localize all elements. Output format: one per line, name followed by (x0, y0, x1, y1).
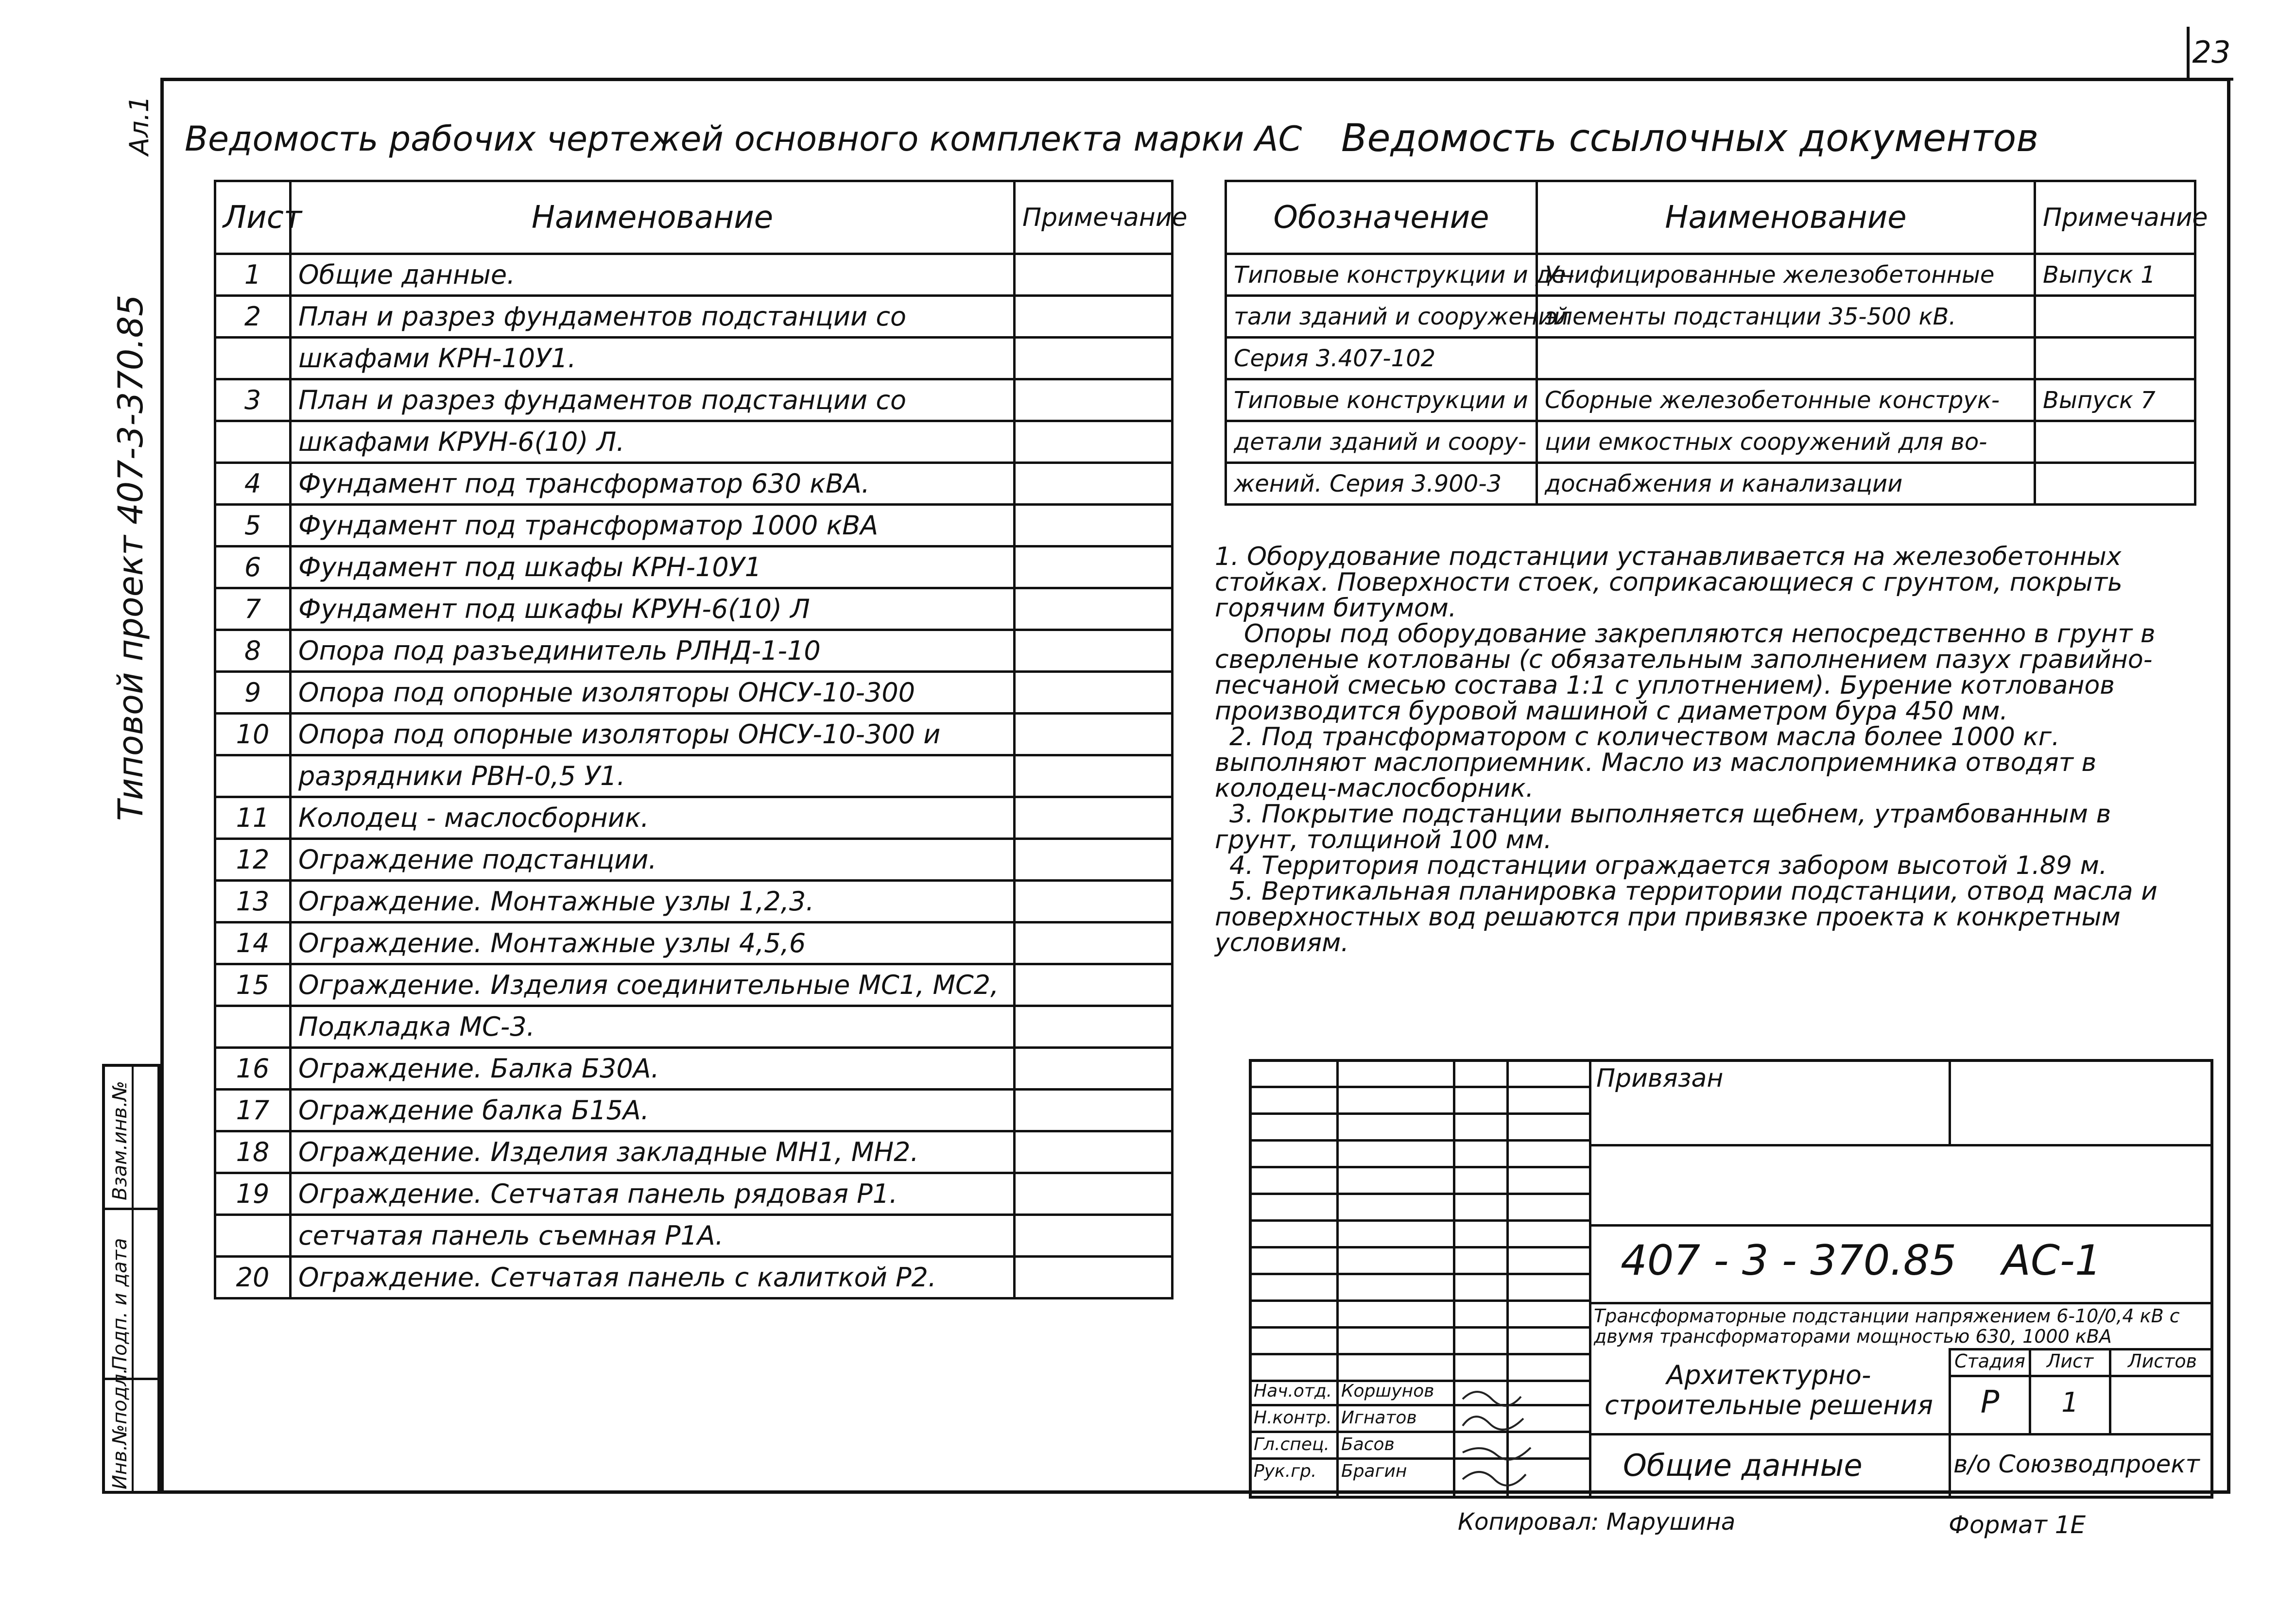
sheets-row (215, 630, 1173, 672)
sheet-number: 14 (215, 923, 291, 964)
sheets-row (215, 1173, 1173, 1215)
sheets-row (215, 421, 1173, 463)
sheet-name: Ограждение. Монтажные узлы 1,2,3. (291, 881, 1015, 923)
sheets-row (215, 672, 1173, 714)
note-2: 2. Под трансформатором с количеством масла более 1000 кг. выполняют маслоприемник. Масло из маслоприемника отводят в колодец-маслосборник. (1215, 722, 2097, 803)
note-4: 4. Территория подстанции ограждается забором высотой 1.89 м. (1229, 851, 2107, 880)
ref-name: Унифицированные железобетонные (1537, 254, 2035, 296)
sheet-note (1015, 1090, 1173, 1131)
copied-by: Копировал: Марушина (1458, 1508, 1736, 1536)
ref-note: Выпуск 1 (2035, 254, 2195, 296)
sheets-row (215, 1006, 1173, 1048)
ref-code: детали зданий и соору- (1226, 421, 1537, 463)
ref-note (2035, 338, 2195, 379)
sheets-table (214, 180, 1188, 1299)
sheets-row (215, 797, 1173, 839)
sheets-row (215, 547, 1173, 588)
sheet-note (1015, 1173, 1173, 1215)
note-1: 1. Оборудование подстанции устанавливается на железобетонных стойках. Поверхности стоек, соприкасающиеся с грунтом, покрыть горячим битумом. (1215, 542, 2123, 623)
stamp-sheet-title: Общие данные (1623, 1448, 1863, 1483)
note-1b: Опоры под оборудование закрепляются непосредственно в грунт в сверленые котлованы (с обязательным заполнением пазух гравийно-песчаной смесью состава 1:1 с уплотнением). Бурение котлованов производится буровой машиной с диаметром бура 450 мм. (1215, 619, 2156, 726)
sheet-note (1015, 1006, 1173, 1048)
sheet-name: Ограждение. Балка Б30А. (291, 1048, 1015, 1090)
sheet-name: сетчатая панель съемная Р1А. (291, 1215, 1015, 1257)
refs-title: Ведомость ссылочных документов (1341, 117, 2039, 160)
ref-code: тали зданий и сооружений (1226, 296, 1537, 338)
sheet-name: Фундамент под трансформатор 1000 кВА (291, 505, 1015, 547)
ref-name: Сборные железобетонные конструк- (1537, 379, 2035, 421)
sheet-name: Опора под разъединитель РЛНД-1-10 (291, 630, 1015, 672)
sheets-row (215, 755, 1173, 797)
sheet-number: 10 (215, 714, 291, 755)
sheets-row (215, 463, 1173, 505)
stamp-sheet: 1 (2061, 1387, 2079, 1418)
stamp-section: Архитектурно-строительные решения (1605, 1360, 1933, 1420)
signer-name-2: Игнатов (1341, 1408, 1417, 1428)
sheet-number: 2 (215, 296, 291, 338)
sheet-note (1015, 672, 1173, 714)
note-3: 3. Покрытие подстанции выполняется щебнем, утрамбованным в грунт, толщиной 100 мм. (1215, 800, 2111, 854)
ref-note (2035, 463, 2195, 505)
ref-col-code: Обозначение (1226, 181, 1537, 254)
sheet-name: Опора под опорные изоляторы ОНСУ-10-300 и (291, 714, 1015, 755)
sheet-number (215, 421, 291, 463)
sheet-note (1015, 839, 1173, 881)
refs-body (1226, 254, 2195, 505)
sheet-number: 16 (215, 1048, 291, 1090)
sheet-name: Ограждение подстанции. (291, 839, 1015, 881)
sheets-row (215, 379, 1173, 421)
sheets-row (215, 588, 1173, 630)
page-number: 23 (2187, 27, 2233, 81)
ref-name (1537, 338, 2035, 379)
ref-code: Типовые конструкции и (1226, 379, 1537, 421)
format-label: Формат 1Е (1949, 1511, 2086, 1539)
signer-role-2: Н.контр. (1254, 1408, 1332, 1428)
sheets-row (215, 254, 1173, 296)
stub-sign-date: Подп. и дата (109, 1238, 131, 1370)
sheet-name: шкафами КРН-10У1. (291, 338, 1015, 379)
ref-name: элементы подстанции 35-500 кВ. (1537, 296, 2035, 338)
sheet-number (215, 755, 291, 797)
sheet-number: 19 (215, 1173, 291, 1215)
sheets-row (215, 1257, 1173, 1298)
sheet-name: Фундамент под трансформатор 630 кВА. (291, 463, 1015, 505)
signer-role-1: Нач.отд. (1254, 1381, 1332, 1401)
sheets-row (215, 338, 1173, 379)
sheet-note (1015, 588, 1173, 630)
ref-note (2035, 421, 2195, 463)
sheets-title: Ведомость рабочих чертежей основного комплекта марки АС (185, 119, 1302, 159)
sheet-number: 8 (215, 630, 291, 672)
sheet-name: План и разрез фундаментов подстанции со (291, 296, 1015, 338)
stamp-project-desc: Трансформаторные подстанции напряжением 6-10/0,4 кВ с двумя трансформаторами мощностью 630, 1000 кВА (1594, 1305, 2180, 1347)
sheet-number: 11 (215, 797, 291, 839)
refs-row (1226, 421, 2195, 463)
sheet-note (1015, 254, 1173, 296)
sheet-number: 7 (215, 588, 291, 630)
sheets-row (215, 1215, 1173, 1257)
sheet-name: Ограждение. Монтажные узлы 4,5,6 (291, 923, 1015, 964)
signature-scribbles (1458, 1380, 1584, 1491)
stamp-mark: АС-1 (2002, 1236, 2102, 1285)
stamp-stage-header: Стадия (1954, 1350, 2025, 1372)
stamp-privyazan: Привязан (1596, 1064, 1724, 1093)
sheet-number: 9 (215, 672, 291, 714)
signer-name-3: Басов (1341, 1435, 1395, 1454)
ref-code: Типовые конструкции и де- (1226, 254, 1537, 296)
sheet-note (1015, 421, 1173, 463)
sheets-row (215, 964, 1173, 1006)
sheet-name: Колодец - маслосборник. (291, 797, 1015, 839)
sheet-note (1015, 1131, 1173, 1173)
sidebar-project-code: Типовой проект 407-3-370.85 (111, 294, 151, 821)
stamp-stage: Р (1980, 1384, 2000, 1420)
sheet-name: Фундамент под шкафы КРУН-6(10) Л (291, 588, 1015, 630)
sheet-note (1015, 547, 1173, 588)
stamp-sheet-header: Лист (2046, 1350, 2094, 1372)
ref-note (2035, 296, 2195, 338)
sheets-row (215, 923, 1173, 964)
ref-name: ции емкостных сооружений для во- (1537, 421, 2035, 463)
sheet-marker: Ал.1 (124, 96, 155, 155)
sheet-name: Ограждение. Сетчатая панель рядовая Р1. (291, 1173, 1015, 1215)
sheet-note (1015, 881, 1173, 923)
sheets-row (215, 1048, 1173, 1090)
sheet-name: Общие данные. (291, 254, 1015, 296)
stamp-sheets-header: Листов (2128, 1350, 2197, 1372)
sheet-number: 6 (215, 547, 291, 588)
sheet-note (1015, 923, 1173, 964)
sheet-number (215, 338, 291, 379)
sheets-row (215, 296, 1173, 338)
sheets-row (215, 505, 1173, 547)
stub-replace-inv: Взам.инв.№ (109, 1080, 131, 1200)
sheet-number: 4 (215, 463, 291, 505)
ref-code: Серия 3.407-102 (1226, 338, 1537, 379)
signer-name-1: Коршунов (1341, 1381, 1434, 1401)
note-5: 5. Вертикальная планировка территории подстанции, отвод масла и поверхностных вод решаются при привязке проекта к конкретным условиям. (1215, 877, 2158, 957)
stub-inv-original: Инв.№подл. (109, 1367, 131, 1489)
sheet-number (215, 1215, 291, 1257)
sheet-note (1015, 630, 1173, 672)
sheet-number: 5 (215, 505, 291, 547)
ref-code: жений. Серия 3.900-3 (1226, 463, 1537, 505)
sheet-note (1015, 296, 1173, 338)
sheet-name: Подкладка МС-3. (291, 1006, 1015, 1048)
sheet-note (1015, 714, 1173, 755)
sheet-name: Ограждение. Изделия соединительные МС1, МС2, (291, 964, 1015, 1006)
refs-row (1226, 379, 2195, 421)
sheet-name: шкафами КРУН-6(10) Л. (291, 421, 1015, 463)
sheets-row (215, 881, 1173, 923)
sheet-name: Ограждение. Изделия закладные МН1, МН2. (291, 1131, 1015, 1173)
sheets-body (215, 254, 1173, 1298)
sheets-row (215, 1131, 1173, 1173)
refs-row (1226, 254, 2195, 296)
ref-note: Выпуск 7 (2035, 379, 2195, 421)
sheet-number: 1 (215, 254, 291, 296)
sheet-note (1015, 338, 1173, 379)
refs-row (1226, 338, 2195, 379)
col-name: Наименование (291, 181, 1015, 254)
sheet-number: 15 (215, 964, 291, 1006)
sheet-number: 20 (215, 1257, 291, 1298)
ref-col-name: Наименование (1537, 181, 2035, 254)
sheets-row (215, 1090, 1173, 1131)
signer-role-3: Гл.спец. (1254, 1435, 1329, 1454)
refs-table (1225, 180, 2208, 506)
refs-row (1226, 296, 2195, 338)
sheet-number: 13 (215, 881, 291, 923)
col-note: Примечание (1015, 181, 1173, 254)
sheet-name: Ограждение балка Б15А. (291, 1090, 1015, 1131)
sheet-name: Ограждение. Сетчатая панель с калиткой Р2. (291, 1257, 1015, 1298)
sheet-number: 12 (215, 839, 291, 881)
sheets-row (215, 714, 1173, 755)
sheet-note (1015, 1257, 1173, 1298)
sheet-note (1015, 1215, 1173, 1257)
sheets-row (215, 839, 1173, 881)
stamp-org: в/о Союзводпроект (1953, 1450, 2200, 1478)
notes-block (1215, 544, 2187, 956)
sheet-note (1015, 463, 1173, 505)
approval-stub (102, 1064, 160, 1494)
ref-name: доснабжения и канализации (1537, 463, 2035, 505)
sheet-name: Фундамент под шкафы КРН-10У1 (291, 547, 1015, 588)
sheet-name: разрядники РВН-0,5 У1. (291, 755, 1015, 797)
sheet-note (1015, 755, 1173, 797)
stamp-code: 407 - 3 - 370.85 (1621, 1236, 1957, 1285)
refs-row (1226, 463, 2195, 505)
sheet-note (1015, 379, 1173, 421)
sheet-note (1015, 797, 1173, 839)
signer-name-4: Брагин (1341, 1461, 1407, 1481)
sheet-note (1015, 1048, 1173, 1090)
col-sheet: Лист (215, 181, 291, 254)
sheet-name: План и разрез фундаментов подстанции со (291, 379, 1015, 421)
ref-col-note: Примечание (2035, 181, 2195, 254)
sheet-number: 17 (215, 1090, 291, 1131)
sheet-note (1015, 505, 1173, 547)
sheet-number: 3 (215, 379, 291, 421)
sheet-note (1015, 964, 1173, 1006)
sheet-number (215, 1006, 291, 1048)
signer-role-4: Рук.гр. (1254, 1461, 1317, 1481)
sheet-number: 18 (215, 1131, 291, 1173)
sheet-name: Опора под опорные изоляторы ОНСУ-10-300 (291, 672, 1015, 714)
